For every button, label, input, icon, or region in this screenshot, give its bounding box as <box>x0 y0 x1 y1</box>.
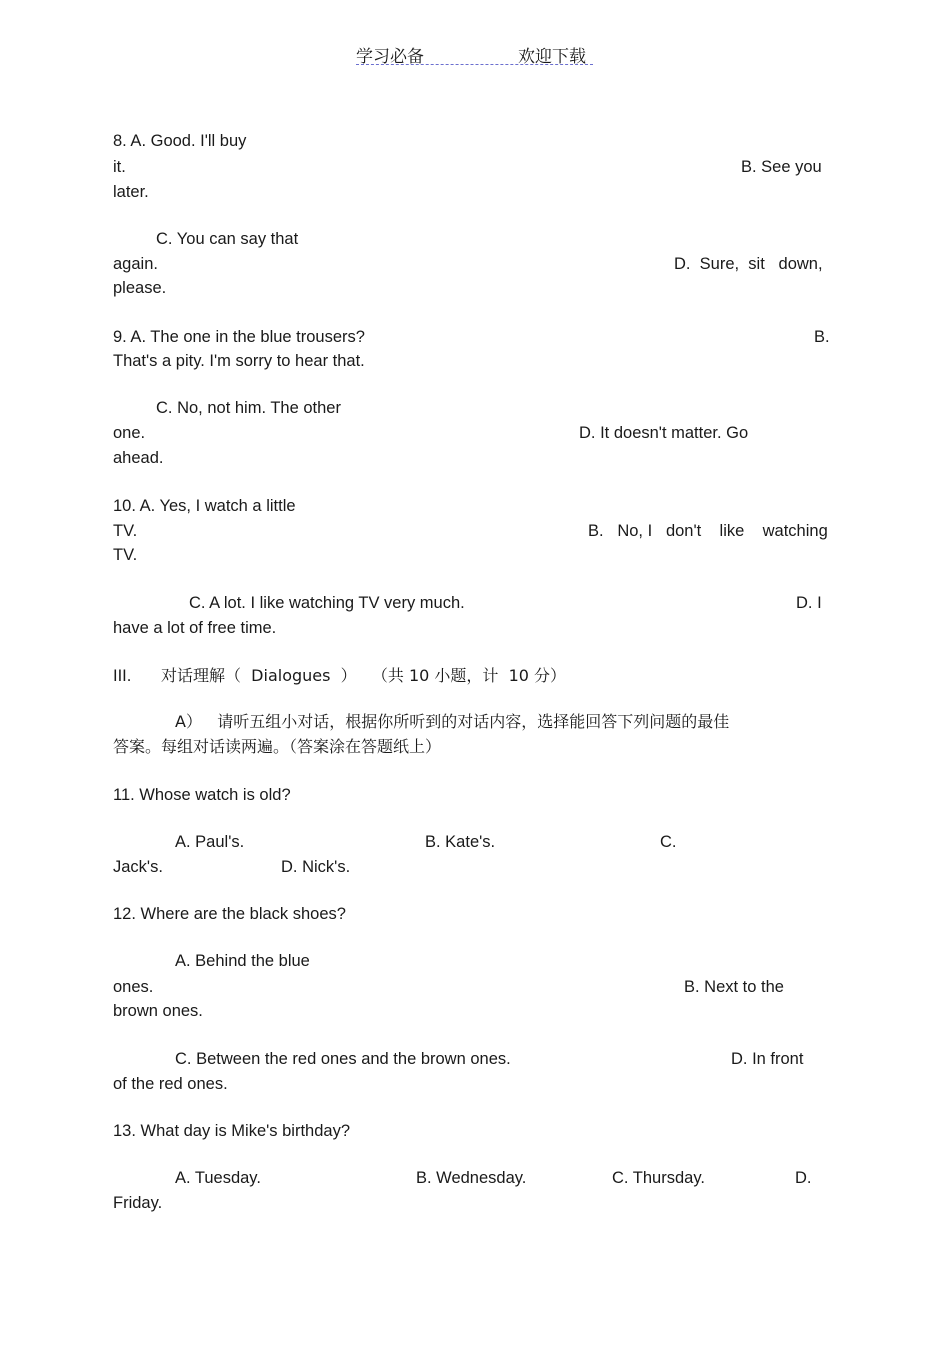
q8-option-b: B. See you <box>741 158 822 176</box>
text-line: Friday. <box>113 1194 163 1212</box>
q11-option-a: A. Paul's. <box>175 833 245 851</box>
header-left-text: 学习必备 <box>356 47 424 67</box>
text-line: of the red ones. <box>113 1075 228 1093</box>
q8-option-d: D. Sure, sit down, <box>674 255 823 273</box>
text-line: Jack's. <box>113 858 163 876</box>
q9-option-d: D. It doesn't matter. Go <box>579 424 749 442</box>
q9-option-c: C. No, not him. The other <box>156 399 341 417</box>
q11-option-d: D. Nick's. <box>281 858 351 876</box>
section-instruction-cont: 答案。每组对话读两遍。（答案涂在答题纸上） <box>113 737 442 756</box>
text-line: ones. <box>113 978 154 996</box>
q9-option-b: B. <box>814 328 830 346</box>
q12-option-c: C. Between the red ones and the brown ones. <box>175 1050 511 1068</box>
text-line: it. <box>113 158 126 176</box>
q11-option-b: B. Kate's. <box>425 833 496 851</box>
q13-option-a: A. Tuesday. <box>175 1169 261 1187</box>
q8-option-a: 8. A. Good. I'll buy <box>113 132 247 150</box>
q10-option-d: D. I <box>796 594 822 612</box>
text-line: have a lot of free time. <box>113 619 277 637</box>
text-line: one. <box>113 424 146 442</box>
q11-question: 11. Whose watch is old? <box>113 786 291 804</box>
q13-option-d: D. <box>795 1169 812 1187</box>
text-line: That's a pity. I'm sorry to hear that. <box>113 352 365 370</box>
q13-option-b: B. Wednesday. <box>416 1169 527 1187</box>
section-instruction: A） 请听五组小对话，根据你所听到的对话内容，选择能回答下列问题的最佳 <box>175 712 730 731</box>
q12-option-d: D. In front <box>731 1050 804 1068</box>
q10-option-a: 10. A. Yes, I watch a little <box>113 497 296 515</box>
text-line: later. <box>113 183 149 201</box>
q8-option-c: C. You can say that <box>156 230 299 248</box>
text-line: TV. <box>113 546 138 564</box>
q13-option-c: C. Thursday. <box>612 1169 705 1187</box>
text-line: please. <box>113 279 167 297</box>
q12-question: 12. Where are the black shoes? <box>113 905 346 923</box>
text-line: ahead. <box>113 449 164 467</box>
q12-option-b: B. Next to the <box>684 978 784 996</box>
section-number: III. <box>113 667 132 685</box>
q11-option-c: C. <box>660 833 677 851</box>
header-right-text: 欢迎下载 <box>518 47 586 67</box>
section-title: 对话理解（ Dialogues ） （共 10 小题，计 10 分） <box>161 666 567 685</box>
text-line: again. <box>113 255 158 273</box>
q10-option-b: B. No, I don't like watching <box>588 522 828 540</box>
q10-option-c: C. A lot. I like watching TV very much. <box>189 594 465 612</box>
q9-option-a: 9. A. The one in the blue trousers? <box>113 328 365 346</box>
text-line: brown ones. <box>113 1002 203 1020</box>
page-header <box>356 42 593 65</box>
q12-option-a: A. Behind the blue <box>175 952 310 970</box>
q13-question: 13. What day is Mike's birthday? <box>113 1122 351 1140</box>
text-line: TV. <box>113 522 138 540</box>
